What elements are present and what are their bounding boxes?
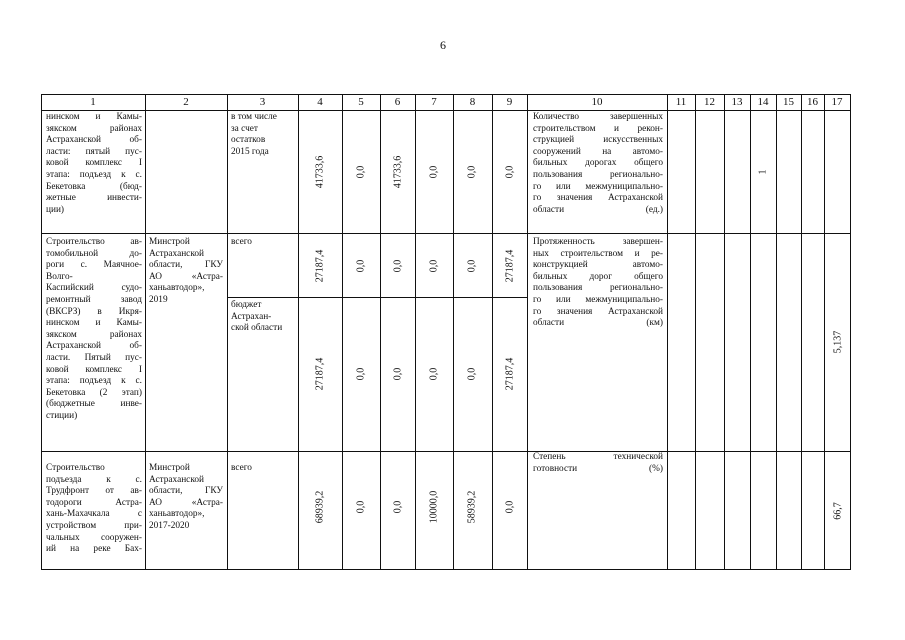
value-cell: 68939,2 <box>314 490 326 524</box>
row-divider <box>41 451 850 452</box>
cell-text-line: Минстрой <box>149 237 190 247</box>
col-line <box>695 94 696 570</box>
cell-text-line: стиции) <box>46 410 78 421</box>
cell-text-line: области (км) <box>533 318 663 329</box>
value-cell: 5,137 <box>832 330 844 354</box>
col-line <box>724 94 725 570</box>
cell-text-line: тодороги Астра- <box>46 497 142 508</box>
value-cell: 0,0 <box>392 367 404 381</box>
cell-text-line: ханьавтодор», <box>149 283 205 294</box>
value-cell: 0,0 <box>392 259 404 273</box>
value-cell: 41733,6 <box>314 155 326 189</box>
col-line <box>801 94 802 570</box>
col-line <box>41 94 42 570</box>
column-header: 3 <box>259 96 266 108</box>
col-line <box>415 94 416 570</box>
cell-text-line: Астрахан- <box>231 311 272 322</box>
cell-text-line: нинском и Камы- <box>46 112 142 122</box>
cell-text-line: ных строительством и ре- <box>533 248 663 259</box>
column-header: 12 <box>704 96 715 108</box>
value-cell: 66,7 <box>832 502 844 520</box>
cell-text-line: жетные инвести- <box>46 193 142 204</box>
value-cell: 0,0 <box>355 367 367 381</box>
value-cell: 27187,4 <box>504 357 516 391</box>
cell-text-line: ской области <box>231 323 283 334</box>
cell-text-line: Трудфронт от ав- <box>46 486 142 497</box>
col-line <box>527 94 528 570</box>
project-name-cell <box>46 112 142 216</box>
value-cell: 0,0 <box>428 367 440 381</box>
value-cell: 0,0 <box>428 259 440 273</box>
column-header: 5 <box>358 96 364 108</box>
cell-text-line: нинском и Камы- <box>46 318 142 329</box>
cell-text-line: Астраханской об- <box>46 135 142 146</box>
cell-text-line: бюджет <box>231 300 262 310</box>
cell-text-line: ханьавтодор», <box>149 509 205 520</box>
cell-text-line: хань-Махачкала с <box>46 509 142 520</box>
cell-text-line: 2015 года <box>231 146 269 157</box>
cell-text-line: го или межмуниципально- <box>533 294 663 305</box>
col-line <box>824 94 825 570</box>
value-cell: 0,0 <box>355 259 367 273</box>
cell-text-line: пользования регионально- <box>533 283 663 294</box>
cell-text-line: остатков <box>231 135 266 146</box>
cell-text-line: Строительство ав- <box>46 237 142 247</box>
column-header: 13 <box>731 96 743 108</box>
cell-text-line: области (ед.) <box>533 204 663 215</box>
funding-source-cell <box>231 237 296 249</box>
cell-text-line: томобильной до- <box>46 248 142 259</box>
cell-text-line: области, ГКУ <box>149 486 223 497</box>
cell-text-line: в том числе <box>231 112 277 122</box>
cell-text-line: Количество завершенных <box>533 112 663 122</box>
table-border-bottom <box>41 569 850 570</box>
col-line <box>453 94 454 570</box>
page-number: 6 <box>440 38 446 52</box>
cell-text-line: ласти. Пятый пус- <box>46 352 142 363</box>
funding-source-cell <box>231 300 296 335</box>
cell-text-line: этапа: подъезд к с. <box>46 376 142 387</box>
col-line <box>750 94 751 570</box>
column-header: 15 <box>783 96 794 108</box>
cell-text-line: готовности (%) <box>533 463 663 474</box>
cell-text-line: ласти: пятый пус- <box>46 146 142 157</box>
column-header: 11 <box>675 96 687 108</box>
cell-text-line: конструкцией автомо- <box>533 260 663 271</box>
cell-text-line: го значения Астраханской <box>533 193 663 204</box>
cell-text-line: бильных дорог общего <box>533 271 663 282</box>
cell-text-line: пользования регионально- <box>533 169 663 180</box>
cell-text-line: строительством и рекон- <box>533 123 663 134</box>
row-divider <box>41 233 850 234</box>
cell-text-line: го или межмуниципально- <box>533 181 663 192</box>
column-header: 2 <box>183 96 189 108</box>
header-divider <box>41 110 850 111</box>
col-line <box>298 94 299 570</box>
cell-text-line: Астраханской <box>149 474 204 485</box>
cell-text-line: Астраханской <box>149 248 204 259</box>
column-header: 16 <box>807 96 818 108</box>
cell-text-line: бильных дорогах общего <box>533 158 663 169</box>
cell-text-line: всего <box>231 463 252 473</box>
value-cell: 0,0 <box>466 367 478 381</box>
cell-text-line: Протяженность завершен- <box>533 237 663 247</box>
col-line <box>776 94 777 570</box>
value-cell: 0,0 <box>504 500 516 514</box>
col-line <box>667 94 668 570</box>
cell-text-line: этапа: подъезд к с. <box>46 169 142 180</box>
cell-text-line: области, ГКУ <box>149 260 223 271</box>
cell-text-line: ции) <box>46 204 65 215</box>
cell-text-line: устройством при- <box>46 520 142 531</box>
project-name-cell <box>46 463 142 556</box>
col-line <box>227 94 228 570</box>
value-cell: 0,0 <box>466 165 478 179</box>
cell-text-line: (бюджетные инве- <box>46 399 142 410</box>
cell-text-line: АО «Астра- <box>149 271 223 282</box>
indicator-cell <box>533 237 663 330</box>
value-cell: 0,0 <box>355 500 367 514</box>
cell-text-line: Степень технической <box>533 452 663 462</box>
cell-text-line: Минстрой <box>149 463 190 473</box>
column-header: 7 <box>431 96 437 108</box>
cell-text-line: го значения Астраханской <box>533 306 663 317</box>
value-cell: 27187,4 <box>314 249 326 283</box>
table-border-right <box>850 94 851 570</box>
cell-text-line: 2017-2020 <box>149 520 190 531</box>
cell-text-line: сооружений на автомо- <box>533 146 663 157</box>
cell-text-line: ремонтный завод <box>46 294 142 305</box>
subrow-divider <box>227 297 527 298</box>
funding-source-cell <box>231 112 296 158</box>
value-cell: 27187,4 <box>314 357 326 391</box>
cell-text-line: Каспийский судо- <box>46 283 142 294</box>
cell-text-line: (ВКСРЗ) в Икря- <box>46 306 142 317</box>
cell-text-line: за счет <box>231 123 258 134</box>
column-header: 14 <box>757 96 769 108</box>
cell-text-line: Бекетовка (бюд- <box>46 181 142 192</box>
cell-text-line: зякском районах <box>46 329 142 340</box>
column-header: 17 <box>831 96 843 108</box>
value-cell: 0,0 <box>392 500 404 514</box>
column-header: 1 <box>90 96 96 108</box>
col-line <box>492 94 493 570</box>
cell-text-line: всего <box>231 237 252 247</box>
value-cell: 1 <box>757 169 769 175</box>
column-header: 9 <box>506 96 513 108</box>
funding-source-cell <box>231 463 296 475</box>
cell-text-line: ковой комплекс I <box>46 364 142 375</box>
cell-text-line: роги с. Маячное- <box>46 260 142 271</box>
value-cell: 0,0 <box>355 165 367 179</box>
column-header: 4 <box>317 96 323 108</box>
cell-text-line: Строительство <box>46 463 105 473</box>
column-header: 6 <box>394 96 401 108</box>
customer-cell <box>149 237 223 307</box>
value-cell: 41733,6 <box>392 155 404 189</box>
value-cell: 0,0 <box>428 165 440 179</box>
cell-text-line: чальных сооружен- <box>46 532 142 543</box>
column-header: 8 <box>469 96 476 108</box>
col-line <box>380 94 381 570</box>
value-cell: 58939,2 <box>466 490 478 524</box>
cell-text-line: Бекетовка (2 этап) <box>46 387 142 398</box>
value-cell: 0,0 <box>504 165 516 179</box>
project-name-cell <box>46 237 142 423</box>
col-line <box>342 94 343 570</box>
col-line <box>145 94 146 570</box>
value-cell: 27187,4 <box>504 249 516 283</box>
customer-cell <box>149 463 223 533</box>
cell-text-line: ий на реке Бах- <box>46 544 142 555</box>
cell-text-line: АО «Астра- <box>149 497 223 508</box>
cell-text-line: 2019 <box>149 294 168 305</box>
indicator-cell <box>533 112 663 216</box>
cell-text-line: подъезда к с. <box>46 474 142 485</box>
cell-text-line: зякском районах <box>46 123 142 134</box>
value-cell: 10000,0 <box>428 490 440 524</box>
value-cell: 0,0 <box>466 259 478 273</box>
column-header: 10 <box>591 96 603 108</box>
indicator-cell <box>533 452 663 475</box>
cell-text-line: Волго- <box>46 271 73 282</box>
cell-text-line: ковой комплекс I <box>46 158 142 169</box>
cell-text-line: струкцией искусственных <box>533 135 663 146</box>
cell-text-line: Астраханской об- <box>46 341 142 352</box>
